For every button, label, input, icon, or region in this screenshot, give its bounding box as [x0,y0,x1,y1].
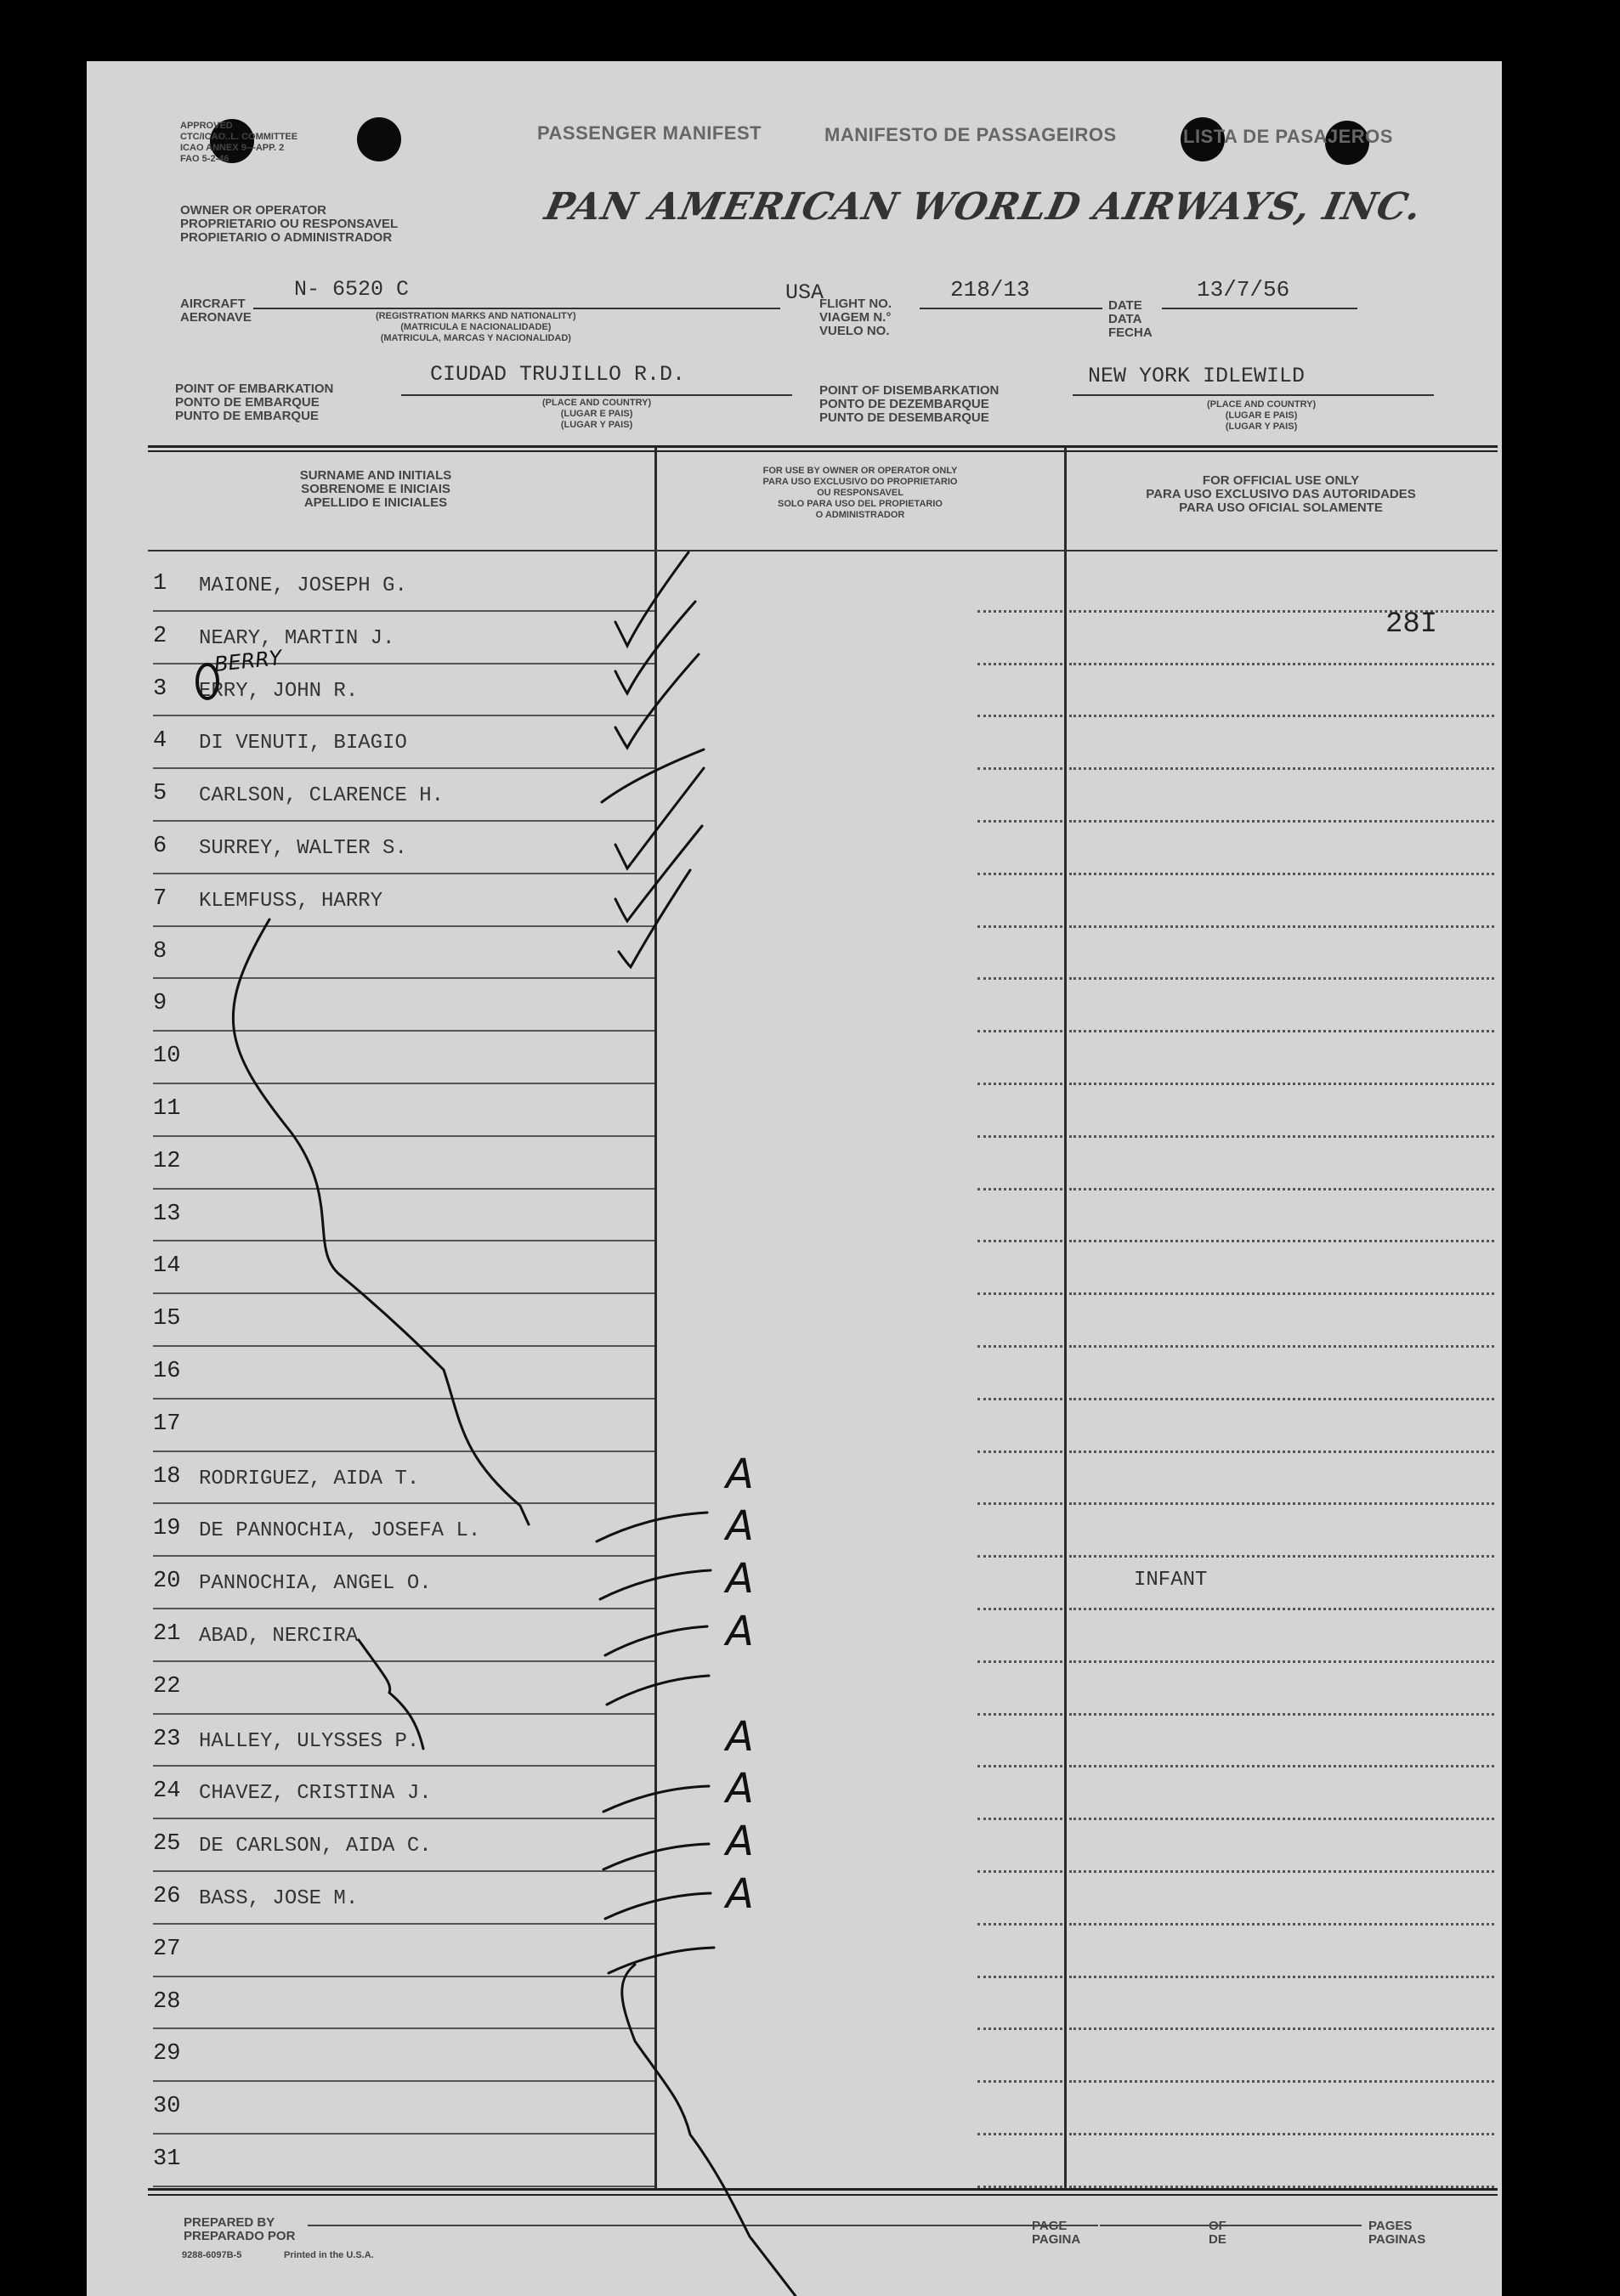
ditto-slash [609,1948,714,1973]
registration-note: (REGISTRATION MARKS AND NATIONALITY) (MATRICULA E NACIONALIDADE) (MATRICULA, MARCAS Y NACIONALIDAD) [376,311,576,343]
status-mark: A [726,1555,754,1603]
flight-label: FLIGHT NO. VIAGEM N.° VUELO NO. [819,297,892,338]
berry-correction: BERRY [212,645,283,677]
blank-row-line [359,1640,423,1749]
row-number: 15 [153,1306,181,1332]
passenger-name: SURREY, WALTER S. [199,837,407,860]
blank-rows-line [622,1965,796,2296]
aircraft-label: AIRCRAFT AERONAVE [180,297,252,325]
status-mark: A [726,1502,754,1551]
passenger-name: ABAD, NERCIRA [199,1625,359,1648]
passenger-name: CARLSON, CLARENCE H. [199,784,445,808]
row-number: 25 [153,1831,181,1858]
passenger-name: RODRIGUEZ, AIDA T. [199,1467,420,1490]
pages-label: PAGES PAGINAS [1368,2219,1426,2247]
row-number: 26 [153,1884,181,1909]
title-es: LISTA DE PASAJEROS [1183,126,1393,147]
row-number: 17 [153,1411,181,1437]
row-number: 18 [153,1463,181,1490]
row-number: 2 [153,623,167,649]
disembark-label: POINT OF DISEMBARKATION PONTO DE DEZEMBARQUE PUNTO DE DESEMBARQUE [819,383,1000,425]
checkmark [615,768,704,868]
disembark-note: (PLACE AND COUNTRY) (LUGAR E PAIS) (LUGAR Y PAIS) [1207,399,1317,432]
flight-value: 218/13 [950,277,1030,303]
embark-note: (PLACE AND COUNTRY) (LUGAR E PAIS) (LUGAR Y PAIS) [542,398,652,430]
row-number: 5 [153,781,167,807]
title-pt: MANIFESTO DE PASSAGEIROS [824,124,1117,145]
row-number: 20 [153,1569,181,1595]
row-number: 14 [153,1253,181,1280]
row-number: 3 [153,676,167,702]
ditto-slash [605,1626,707,1655]
aircraft-value: N- 6520 C [294,277,410,302]
prepared-label: PREPARED BY PREPARADO POR [184,2215,296,2243]
status-mark: A [726,1870,754,1918]
status-mark: A [726,1818,754,1866]
row-number: 24 [153,1779,181,1805]
passenger-name: BASS, JOSE M. [199,1887,359,1910]
status-mark: A [726,1765,754,1813]
passenger-name: DE PANNOCHIA, JOSEFA L. [199,1519,481,1543]
row-number: 30 [153,2094,181,2120]
handwritten-marks [87,61,1502,2296]
row-number: 12 [153,1148,181,1174]
embark-value: CIUDAD TRUJILLO R.D. [430,362,686,387]
status-mark: A [726,1712,754,1761]
ditto-slash [605,1893,711,1919]
embark-label: POINT OF EMBARKATION PONTO DE EMBARQUE PUNTO DE EMBARQUE [175,382,334,423]
row-number: 6 [153,834,167,859]
blank-rows-line [233,919,529,1524]
passenger-name: DE CARLSON, AIDA C. [199,1835,432,1858]
row-number: 8 [153,938,167,964]
row-number: 7 [153,885,167,912]
disembark-value: NEW YORK IDLEWILD [1088,364,1306,388]
row-number: 23 [153,1726,181,1752]
column-header-operator: FOR USE BY OWNER OR OPERATOR ONLY PARA USO EXCLUSIVO DO PROPRIETARIO OU RESPONSAVEL SOLO PARA USO DEL PROPIETARIO O ADMINISTRADOR [762,466,958,520]
ditto-slash [603,1844,709,1869]
ditto-slash [600,1570,711,1599]
approval-block: APPROVED CTC/ICAO..L. COMMITTEE ICAO ANNEX 9—APP. 2 FAO 5-2-46 [180,121,298,164]
row-number: 27 [153,1936,181,1962]
infant-note: INFANT [1134,1569,1208,1592]
passenger-name: MAIONE, JOSEPH G. [199,574,407,597]
nationality-value: USA [785,280,824,305]
status-mark: A [726,1450,754,1498]
row-number: 10 [153,1043,181,1070]
title-en: PASSENGER MANIFEST [537,122,762,144]
printed-note: Printed in the U.S.A. [284,2250,374,2260]
row-number: 1 [153,571,167,597]
checkmark [615,552,688,646]
row-number: 28 [153,1988,181,2015]
status-mark: A [726,1608,754,1655]
passenger-name: HALLEY, ULYSSES P. [199,1729,420,1753]
passenger-name: ERRY, JOHN R. [199,679,359,703]
correction-circle [197,664,218,698]
ditto-slash [607,1676,709,1705]
checkmark [615,654,699,748]
passenger-name: PANNOCHIA, ANGEL O. [199,1572,432,1596]
row-number: 11 [153,1096,181,1122]
manifest-page [87,61,1502,2296]
date-label: DATE DATA FECHA [1108,298,1153,340]
row-number: 13 [153,1201,181,1227]
passenger-name: NEARY, MARTIN J. [199,626,395,650]
column-header-official: FOR OFFICIAL USE ONLY PARA USO EXCLUSIVO DAS AUTORIDADES PARA USO OFICIAL SOLAMENTE [1146,473,1416,515]
official-number: 28I [1385,608,1438,641]
row-number: 4 [153,728,167,755]
date-value: 13/7/56 [1197,277,1290,303]
of-label: OF DE [1209,2219,1226,2247]
row-number: 29 [153,2041,181,2067]
row-number: 9 [153,991,167,1017]
row-number: 31 [153,2146,181,2172]
row-number: 21 [153,1621,181,1647]
passenger-name: CHAVEZ, CRISTINA J. [199,1782,432,1806]
passenger-name: KLEMFUSS, HARRY [199,889,383,913]
passenger-name: DI VENUTI, BIAGIO [199,732,407,755]
row-number: 19 [153,1516,181,1542]
row-number: 16 [153,1359,181,1384]
owner-label: OWNER OR OPERATOR PROPRIETARIO OU RESPONSAVEL PROPIETARIO O ADMINISTRADOR [180,203,399,245]
page-label: PAGE PAGINA [1032,2219,1081,2247]
column-header-names: SURNAME AND INITIALS SOBRENOME E INICIAIS APELLIDO E INICIALES [299,468,452,510]
ditto-slash [603,1786,709,1812]
row-number: 22 [153,1673,181,1699]
form-code: 9288-6097B-5 [182,2250,242,2260]
checkmark [602,749,704,802]
airline-name: PAN AMERICAN WORLD AIRWAYS, INC. [541,185,1426,229]
ditto-slash [597,1513,707,1541]
